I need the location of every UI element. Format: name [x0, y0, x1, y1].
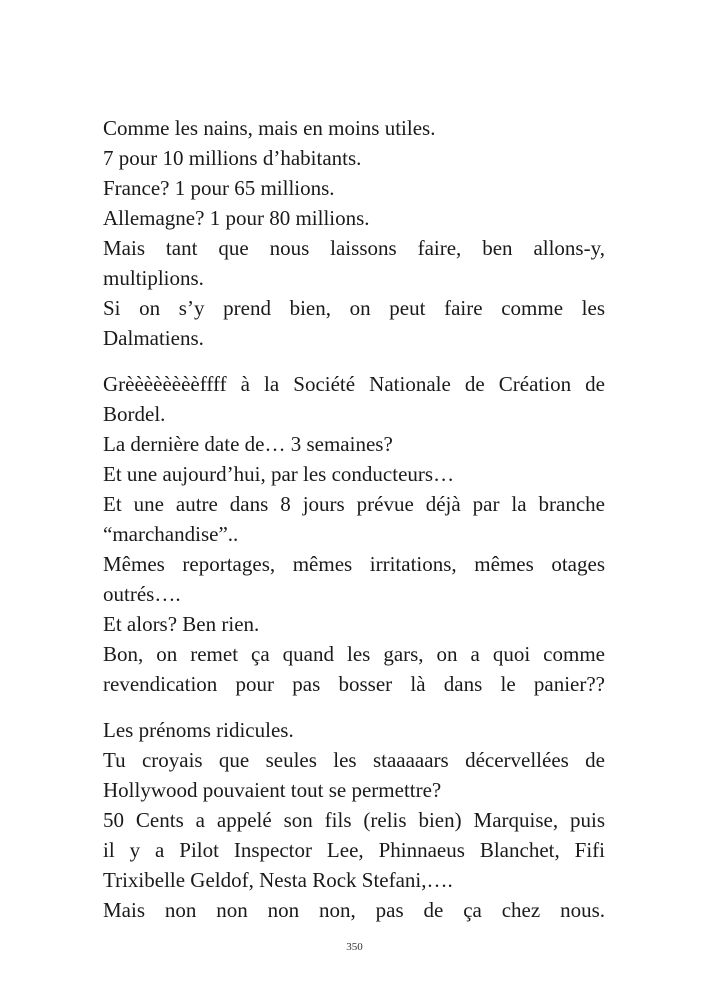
text-line: Trixibelle Geldof, Nesta Rock Stefani,…. [103, 868, 453, 892]
text-line: Mais tant que nous laissons faire, ben allons-y, [103, 236, 605, 260]
text-line: il y a Pilot Inspector Lee, Phinnaeus Blanchet, Fifi [103, 838, 605, 862]
text-line: Et une aujourd’hui, par les conducteurs… [103, 462, 455, 486]
text-line: Bordel. [103, 402, 166, 426]
text-line: France? 1 pour 65 millions. [103, 176, 335, 200]
text-line: Les prénoms ridicules. [103, 718, 294, 742]
text-line: Mais non non non non, pas de ça chez nous. [103, 898, 605, 922]
text-line: 50 Cents a appelé son fils (relis bien) Marquise, puis [103, 808, 605, 832]
text-line: Allemagne? 1 pour 80 millions. [103, 206, 370, 230]
text-line: Comme les nains, mais en moins utiles. [103, 116, 436, 140]
text-line: Hollywood pouvaient tout se permettre? [103, 778, 442, 802]
text-line: outrés…. [103, 582, 181, 606]
page-number: 350 [346, 941, 363, 953]
text-line: Grèèèèèèèèffff à la Société Nationale de Création de [103, 372, 605, 396]
paragraph-3 [103, 715, 605, 925]
text-line: Tu croyais que seules les staaaaars décervellées de [103, 748, 605, 772]
text-line: “marchandise”.. [103, 522, 239, 546]
text-line: Si on s’y prend bien, on peut faire comme les [103, 296, 605, 320]
text-line: Dalmatiens. [103, 326, 204, 350]
paragraph-1 [103, 113, 605, 353]
text-line: La dernière date de… 3 semaines? [103, 432, 393, 456]
paragraph-2 [103, 369, 605, 699]
text-line: multiplions. [103, 266, 204, 290]
text-line: Et une autre dans 8 jours prévue déjà par la branche [103, 492, 605, 516]
text-line: Bon, on remet ça quand les gars, on a quoi comme [103, 642, 605, 666]
text-line: Et alors? Ben rien. [103, 612, 260, 636]
text-line: Mêmes reportages, mêmes irritations, mêmes otages [103, 552, 605, 576]
text-line: 7 pour 10 millions d’habitants. [103, 146, 362, 170]
text-line: revendication pour pas bosser là dans le panier?? [103, 672, 605, 696]
